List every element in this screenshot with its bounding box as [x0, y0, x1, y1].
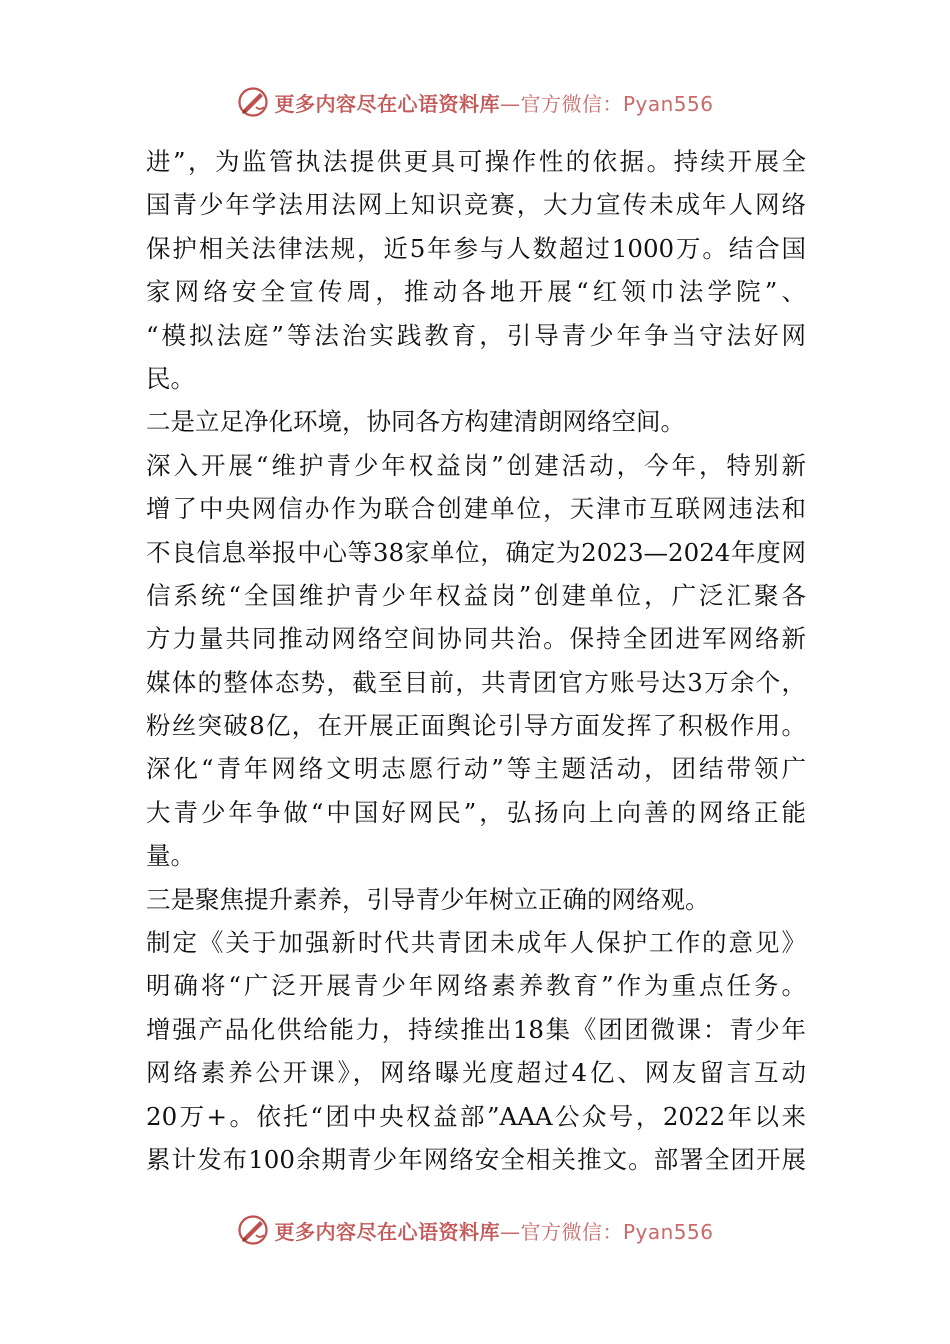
body-line: 媒体的整体态势，截至目前，共青团官方账号达3万余个，: [146, 667, 806, 697]
section-heading-2: 二是立足净化环境，协同各方构建清朗网络空间。: [146, 407, 685, 437]
section-heading-3: 三是聚焦提升素养，引导青少年树立正确的网络观。: [146, 884, 710, 914]
body-line: 大青少年争做“中国好网民”，弘扬向上向善的网络正能: [146, 797, 806, 827]
body-line: “模拟法庭”等法治实践教育，引导青少年争当守法好网: [146, 320, 806, 350]
body-line: 进”，为监管执法提供更具可操作性的依据。持续开展全: [146, 147, 806, 176]
body-line: 国青少年学法用法网上知识竞赛，大力宣传未成年人网络: [146, 190, 806, 220]
body-line: 信系统“全国维护青少年权益岗”创建单位，广泛汇聚各: [146, 580, 806, 610]
body-line: 明确将“广泛开展青少年网络素养教育”作为重点任务。: [146, 971, 806, 1001]
body-line: 20万+。依托“团中央权益部”AAA公众号，2022年以来: [146, 1101, 806, 1131]
body-line: 制定《关于加强新时代共青团未成年人保护工作的意见》: [146, 928, 806, 958]
body-line: 粉丝突破8亿，在开展正面舆论引导方面发挥了积极作用。: [146, 711, 806, 741]
pen-circle-logo-icon: [236, 85, 270, 119]
header-banner-text: [274, 88, 713, 117]
body-line: 网络素养公开课》，网络曝光度超过4亿、网友留言互动: [146, 1058, 806, 1088]
body-line: 深化“青年网络文明志愿行动”等主题活动，团结带领广: [146, 754, 806, 784]
body-line: 不良信息举报中心等38家单位，确定为2023—2024年度网: [146, 537, 806, 567]
header-banner-wechat: —官方微信：Pyan556: [499, 91, 714, 116]
body-line: 保护相关法律法规，近5年参与人数超过1000万。结合国: [146, 233, 806, 263]
body-line: 增强产品化供给能力，持续推出18集《团团微课：青少年: [146, 1014, 806, 1044]
document-body: [146, 140, 806, 1181]
footer-banner-lead: 更多内容尽在心语资料库: [274, 1219, 500, 1244]
pen-circle-logo-icon: [236, 1213, 270, 1247]
header-banner: [0, 82, 950, 122]
body-line: 累计发布100余期青少年网络安全相关推文。部署全团开展: [146, 1144, 806, 1174]
footer-banner-wechat: —官方微信：Pyan556: [499, 1219, 714, 1244]
body-line: 方力量共同推动网络空间协同共治。保持全团进军网络新: [146, 624, 806, 654]
footer-banner-text: [274, 1216, 713, 1245]
body-line: 增了中央网信办作为联合创建单位，天津市互联网违法和: [146, 494, 806, 524]
footer-banner: [0, 1210, 950, 1250]
body-line: 深入开展“维护青少年权益岗”创建活动，今年，特别新: [146, 450, 806, 480]
header-banner-lead: 更多内容尽在心语资料库: [274, 91, 500, 116]
body-line: 家网络安全宣传周，推动各地开展“红领巾法学院”、: [146, 277, 806, 307]
body-line: 量。: [146, 841, 195, 871]
body-line: 民。: [146, 363, 195, 393]
